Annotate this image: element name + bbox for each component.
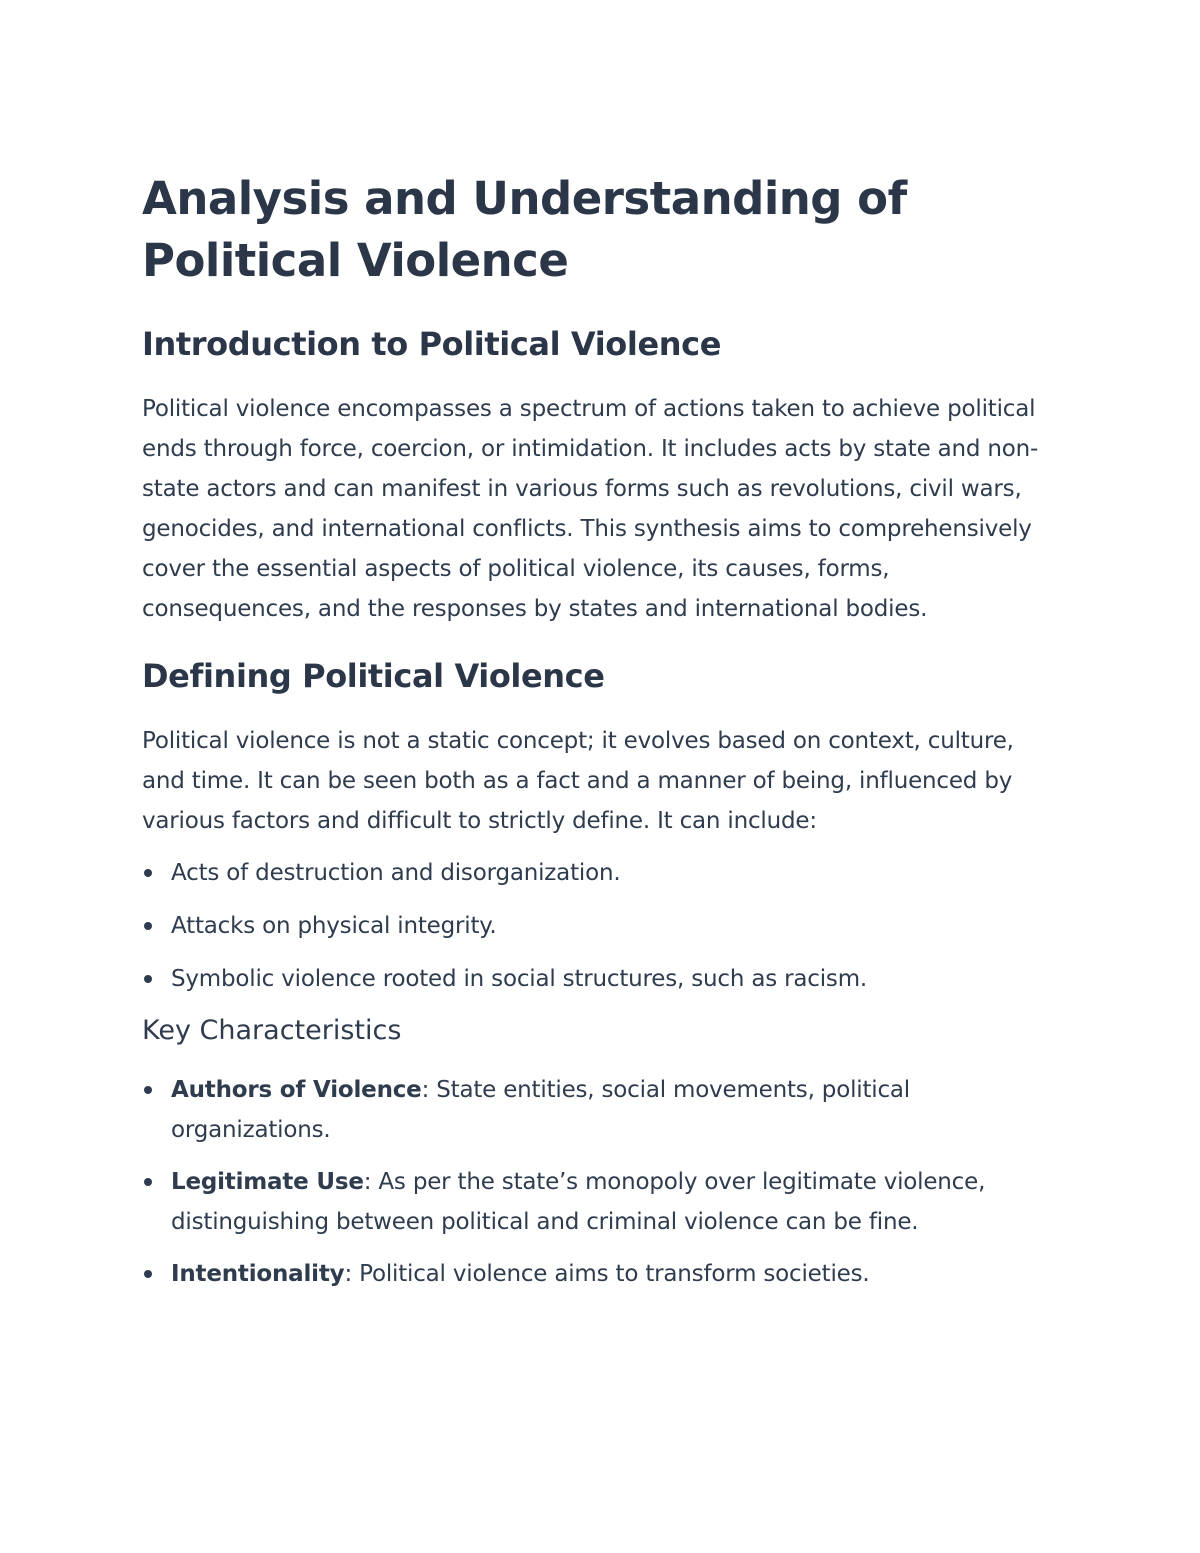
- subheading-key-characteristics: Key Characteristics: [142, 1015, 402, 1046]
- list-item: [142, 1254, 1062, 1294]
- list-item: [142, 906, 1062, 946]
- list-item-term: Intentionality: [171, 1261, 345, 1287]
- list-item-text: : Political violence aims to transform societies.: [344, 1261, 870, 1287]
- list-item-term: Legitimate Use: [171, 1169, 364, 1195]
- list-item: [142, 853, 1062, 893]
- bullet-icon: [144, 922, 152, 930]
- bullet-icon: [144, 1178, 152, 1186]
- bullet-icon: [144, 869, 152, 877]
- list-item-text: Symbolic violence rooted in social structures, such as racism.: [171, 966, 868, 992]
- document-title: Analysis and Understanding of Political Violence: [142, 172, 907, 287]
- section-heading-defining: Defining Political Violence: [142, 657, 605, 695]
- bullet-icon: [144, 975, 152, 983]
- list-item-text: : State entities, social movements, political organizations.: [171, 1077, 910, 1143]
- list-item-text: Attacks on physical integrity.: [171, 913, 497, 939]
- defining-list: [142, 853, 1062, 999]
- defining-paragraph: Political violence is not a static concept; it evolves based on context, culture, and time. It can be seen both as a fact and a manner of being, influenced by various factors and difficult to strictly define. It can include:: [142, 728, 1014, 834]
- bullet-icon: [144, 1086, 152, 1094]
- document-page: [142, 168, 1062, 1306]
- key-characteristics-list: [142, 1070, 1062, 1294]
- introduction-paragraph: Political violence encompasses a spectrum of actions taken to achieve political ends through force, coercion, or intimidation. It includes acts by state and non-state actors and can manifest in various forms such as revolutions, civil wars, genocides, and international conflicts. This synthesis aims to comprehensively cover the essential aspects of political violence, its causes, forms, consequences, and the responses by states and international bodies.: [142, 396, 1039, 622]
- list-item: [142, 1162, 1062, 1242]
- list-item: [142, 1070, 1062, 1150]
- list-item-term: Authors of Violence: [171, 1077, 422, 1103]
- list-item-text: Acts of destruction and disorganization.: [171, 860, 621, 886]
- bullet-icon: [144, 1270, 152, 1278]
- list-item: [142, 959, 1062, 999]
- section-heading-introduction: Introduction to Political Violence: [142, 325, 721, 363]
- list-item-text: : As per the state’s monopoly over legitimate violence, distinguishing between political and criminal violence can be fine.: [171, 1169, 986, 1235]
